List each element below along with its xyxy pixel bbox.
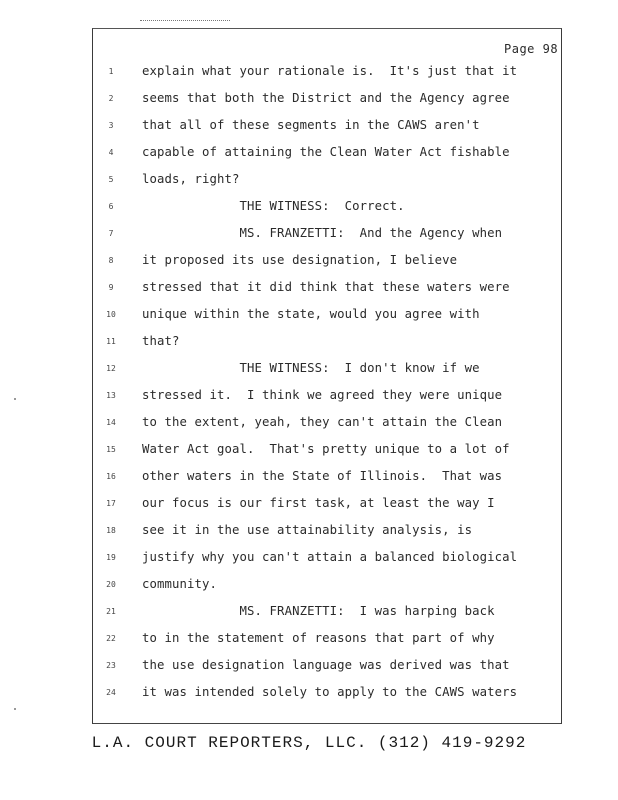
line-number: 17 — [106, 499, 116, 508]
line-number: 21 — [106, 607, 116, 616]
transcript-line: other waters in the State of Illinois. That was — [142, 469, 503, 483]
line-number: 20 — [106, 580, 116, 589]
line-number: 12 — [106, 364, 116, 373]
line-number: 1 — [108, 67, 114, 76]
line-number: 23 — [106, 661, 116, 670]
transcript-line: Water Act goal. That's pretty unique to a lot of — [142, 442, 510, 456]
scan-speck — [14, 708, 16, 710]
scan-mark — [140, 20, 230, 24]
page-number: Page 98 — [504, 42, 559, 56]
transcript-line: THE WITNESS: Correct. — [142, 199, 405, 213]
transcript-line: the use designation language was derived was that — [142, 658, 510, 672]
footer-reporter-info: L.A. COURT REPORTERS, LLC. (312) 419-9292 — [91, 734, 527, 752]
transcript-line: see it in the use attainability analysis, is — [142, 523, 473, 537]
transcript-line: stressed it. I think we agreed they were unique — [142, 388, 503, 402]
line-number: 14 — [106, 418, 116, 427]
line-number: 8 — [108, 256, 114, 265]
transcript-line: community. — [142, 577, 218, 591]
scan-speck — [14, 398, 16, 400]
line-number: 4 — [108, 148, 114, 157]
transcript-line: unique within the state, would you agree with — [142, 307, 480, 321]
line-number: 2 — [108, 94, 114, 103]
line-number: 6 — [108, 202, 114, 211]
transcript-page-frame — [92, 28, 562, 724]
transcript-line: our focus is our first task, at least the way I — [142, 496, 495, 510]
line-number: 16 — [106, 472, 116, 481]
line-number: 15 — [106, 445, 116, 454]
line-number: 9 — [108, 283, 114, 292]
transcript-line: explain what your rationale is. It's just that it — [142, 64, 518, 78]
transcript-line: it proposed its use designation, I believe — [142, 253, 458, 267]
transcript-line: THE WITNESS: I don't know if we — [142, 361, 480, 375]
line-number: 5 — [108, 175, 114, 184]
transcript-line: that all of these segments in the CAWS aren't — [142, 118, 480, 132]
transcript-line: capable of attaining the Clean Water Act fishable — [142, 145, 510, 159]
transcript-line: justify why you can't attain a balanced biological — [142, 550, 518, 564]
line-number: 22 — [106, 634, 116, 643]
line-number: 10 — [106, 310, 116, 319]
line-number: 24 — [106, 688, 116, 697]
transcript-line: stressed that it did think that these waters were — [142, 280, 510, 294]
transcript-line: loads, right? — [142, 172, 240, 186]
line-number: 13 — [106, 391, 116, 400]
transcript-line: MS. FRANZETTI: And the Agency when — [142, 226, 503, 240]
transcript-line: to the extent, yeah, they can't attain the Clean — [142, 415, 503, 429]
transcript-line: to in the statement of reasons that part of why — [142, 631, 495, 645]
transcript-line: that? — [142, 334, 180, 348]
line-number: 19 — [106, 553, 116, 562]
line-number: 18 — [106, 526, 116, 535]
transcript-line: MS. FRANZETTI: I was harping back — [142, 604, 495, 618]
line-number: 11 — [106, 337, 116, 346]
transcript-line: seems that both the District and the Agency agree — [142, 91, 510, 105]
transcript-line: it was intended solely to apply to the CAWS waters — [142, 685, 518, 699]
line-number: 3 — [108, 121, 114, 130]
line-number: 7 — [108, 229, 114, 238]
